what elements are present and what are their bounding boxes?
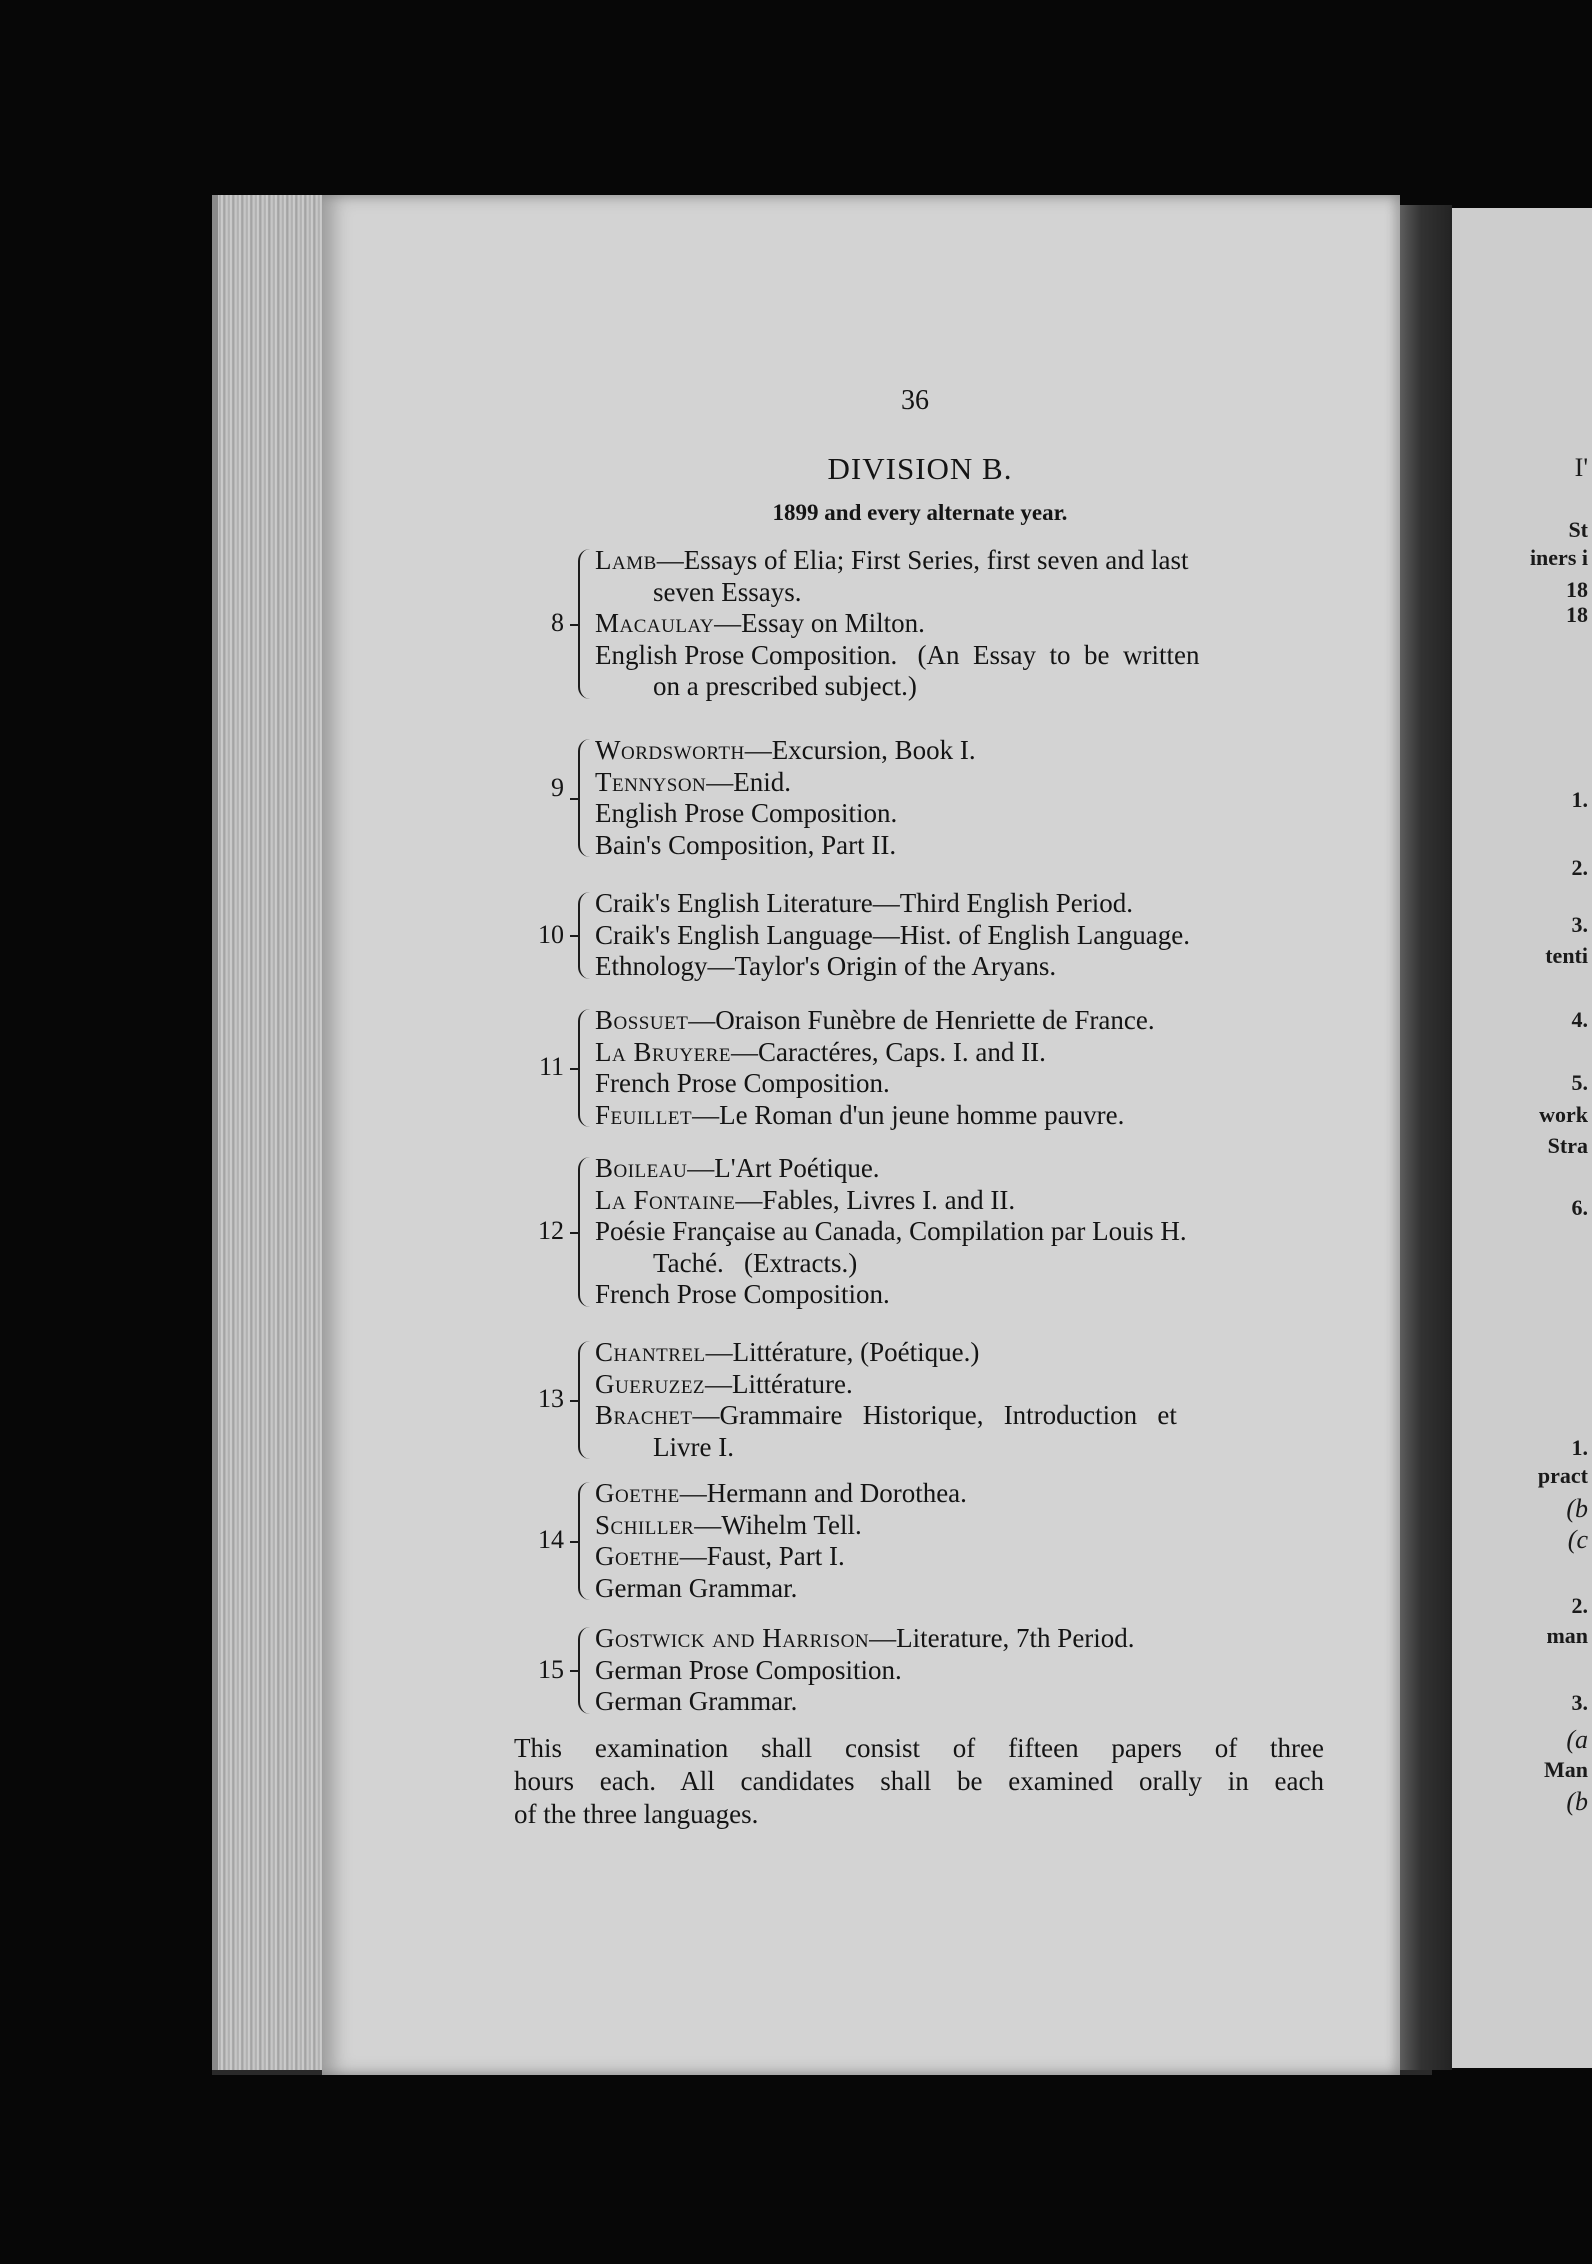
work-title: Livre I.: [653, 1431, 734, 1462]
work-title: on a prescribed subject.): [653, 671, 917, 701]
work-title: German Prose Composition.: [595, 1654, 902, 1685]
paper-number: 15: [538, 1654, 564, 1684]
work-title: —Littérature, (Poétique.): [705, 1337, 980, 1367]
facing-page-text: (c: [1567, 1525, 1588, 1554]
paper-line: [595, 1655, 1345, 1687]
paper-line: [595, 1478, 1345, 1510]
facing-page-text: 18: [1566, 577, 1588, 602]
paper-line: [595, 1432, 1345, 1464]
paper-line: [595, 577, 1345, 609]
work-title: Ethnology—Taylor's Origin of the Aryans.: [595, 951, 1057, 981]
paper-line: [595, 1279, 1345, 1311]
paper-line: [595, 1153, 1345, 1185]
work-title: Craik's English Language—Hist. of English Language.: [595, 919, 1191, 950]
paper-line: [595, 608, 1345, 640]
paper-number: 12: [538, 1216, 564, 1245]
facing-page-text: (a: [1566, 1725, 1588, 1754]
facing-page-text: 3.: [1571, 1690, 1588, 1715]
paper-line: [595, 1216, 1345, 1248]
note-line: hours each. All candidates shall be examined orally in each: [514, 1766, 1324, 1796]
paper-line: [595, 920, 1345, 952]
note-line: This examination shall consist of fifteen papers of three: [514, 1733, 1324, 1763]
work-title: English Prose Composition.: [595, 798, 898, 828]
paper-number: 8: [551, 608, 564, 637]
paper-line: [595, 888, 1345, 920]
brace: [578, 892, 590, 979]
paper-line: [595, 735, 1345, 767]
author-name: Gueruzez: [595, 1368, 706, 1399]
work-title: —Essay on Milton.: [714, 608, 925, 638]
work-title: —Caractéres, Caps. I. and II.: [730, 1036, 1046, 1067]
paper-lines: [595, 1153, 1345, 1311]
page-edges: [212, 195, 332, 2070]
author-name: Brachet: [595, 1400, 693, 1430]
work-title: —Literature, 7th Period.: [869, 1623, 1135, 1653]
paper-line: [595, 1005, 1345, 1037]
facing-page-fragment: [1452, 208, 1592, 2068]
facing-page-text: tenti: [1545, 943, 1588, 968]
facing-page-text: 2.: [1571, 855, 1588, 880]
facing-page-text: I': [1574, 453, 1588, 482]
facing-page-text: 18: [1566, 602, 1588, 627]
brace: [578, 1009, 590, 1127]
paper-line: [595, 1510, 1345, 1542]
work-title: —Faust, Part I.: [679, 1541, 845, 1571]
facing-page-text: 3.: [1571, 912, 1588, 937]
work-title: —Fables, Livres I. and II.: [735, 1184, 1016, 1215]
author-name: Goethe: [595, 1541, 680, 1571]
paper-line: [595, 1185, 1345, 1217]
paper-line: [595, 1541, 1345, 1573]
author-name: Chantrel: [595, 1337, 706, 1367]
work-title: —Littérature.: [705, 1368, 853, 1399]
work-title: Taché. (Extracts.): [653, 1247, 858, 1278]
brace: [578, 1157, 590, 1307]
facing-page-text: Man: [1544, 1757, 1588, 1782]
work-title: French Prose Composition.: [595, 1279, 890, 1309]
paper-number: 10: [538, 919, 564, 949]
author-name: Feuillet: [595, 1099, 693, 1130]
paper-line: [595, 1100, 1345, 1132]
work-title: Poésie Française au Canada, Compilation par Louis H.: [595, 1216, 1187, 1246]
paper-line: [595, 767, 1345, 799]
brace: [578, 1627, 590, 1714]
author-name: Wordsworth: [595, 735, 745, 765]
facing-page-text: 2.: [1571, 1593, 1588, 1618]
paper-number: 14: [538, 1525, 564, 1555]
author-name: Tennyson: [595, 766, 707, 797]
work-title: French Prose Composition.: [595, 1068, 890, 1098]
author-name: Gostwick and Harrison: [595, 1623, 870, 1653]
paper-line: [595, 798, 1345, 830]
facing-page-text: St: [1568, 517, 1588, 542]
author-name: Goethe: [595, 1478, 680, 1508]
facing-page-text: Stra: [1547, 1133, 1588, 1158]
author-name: Schiller: [595, 1509, 695, 1540]
paper-line: [595, 1248, 1345, 1280]
work-title: English Prose Composition. (An Essay to be written: [595, 639, 1200, 670]
paper-line: [595, 830, 1345, 862]
facing-page-text: (b: [1566, 1787, 1588, 1816]
paper-lines: [595, 735, 1345, 861]
brace: [578, 1482, 590, 1600]
paper-lines: [595, 1005, 1345, 1131]
work-title: —L'Art Poétique.: [687, 1153, 880, 1183]
work-title: —Excursion, Book I.: [744, 735, 976, 765]
author-name: Boileau: [595, 1153, 688, 1183]
work-title: —Oraison Funèbre de Henriette de France.: [688, 1005, 1155, 1035]
facing-page-text: 1.: [1571, 787, 1588, 812]
work-title: Bain's Composition, Part II.: [595, 829, 897, 860]
paper-line: [595, 671, 1345, 703]
author-name: Macaulay: [595, 608, 715, 638]
author-name: La Fontaine: [595, 1184, 736, 1215]
paper-line: [595, 1037, 1345, 1069]
paper-lines: [595, 1478, 1345, 1604]
paper-lines: [595, 888, 1345, 983]
note-line: of the three languages.: [514, 1799, 759, 1829]
facing-page-text: 4.: [1571, 1007, 1588, 1032]
examination-note: [514, 1732, 1324, 1831]
work-title: —Enid.: [706, 766, 792, 797]
work-title: —Grammaire Historique, Introduction et: [692, 1400, 1177, 1430]
paper-lines: [595, 545, 1345, 703]
brace: [578, 549, 590, 699]
division-title: DIVISION B.: [827, 451, 1013, 486]
facing-page-text: (b: [1566, 1494, 1588, 1523]
paper-line: [595, 1623, 1345, 1655]
facing-page-text: 5.: [1571, 1070, 1588, 1095]
paper-line: [595, 1400, 1345, 1432]
paper-line: [595, 1369, 1345, 1401]
paper-number: 11: [538, 1052, 564, 1082]
book-gutter: [1400, 205, 1452, 2070]
work-title: —Le Roman d'un jeune homme pauvre.: [692, 1099, 1125, 1130]
work-title: Craik's English Literature—Third English Period.: [595, 888, 1134, 918]
paper-line: [595, 640, 1345, 672]
author-name: Lamb: [595, 545, 657, 575]
facing-page-text: 6.: [1571, 1195, 1588, 1220]
facing-page-text: work: [1539, 1102, 1588, 1127]
paper-line: [595, 951, 1345, 983]
author-name: Bossuet: [595, 1005, 689, 1035]
author-name: La Bruyere: [595, 1036, 731, 1067]
work-title: German Grammar.: [595, 1572, 798, 1603]
paper-line: [595, 1573, 1345, 1605]
paper-line: [595, 1337, 1345, 1369]
work-title: —Essays of Elia; First Series, first seven and last: [656, 545, 1189, 575]
facing-page-text: 1.: [1571, 1435, 1588, 1460]
work-title: German Grammar.: [595, 1686, 798, 1716]
work-title: —Hermann and Dorothea.: [679, 1478, 967, 1508]
work-title: —Wihelm Tell.: [694, 1509, 862, 1540]
paper-lines: [595, 1623, 1345, 1718]
brace: [578, 739, 590, 857]
brace: [578, 1341, 590, 1459]
paper-lines: [595, 1337, 1345, 1463]
paper-line: [595, 1686, 1345, 1718]
paper-line: [595, 1068, 1345, 1100]
page-number: 36: [901, 385, 929, 416]
facing-page-text: man: [1546, 1623, 1588, 1648]
paper-line: [595, 545, 1345, 577]
facing-page-text: pract: [1537, 1463, 1588, 1488]
division-subtitle: 1899 and every alternate year.: [772, 500, 1068, 525]
paper-number: 9: [551, 772, 564, 802]
paper-number: 13: [538, 1384, 564, 1414]
facing-page-text: iners i: [1529, 545, 1588, 570]
work-title: seven Essays.: [653, 576, 802, 607]
